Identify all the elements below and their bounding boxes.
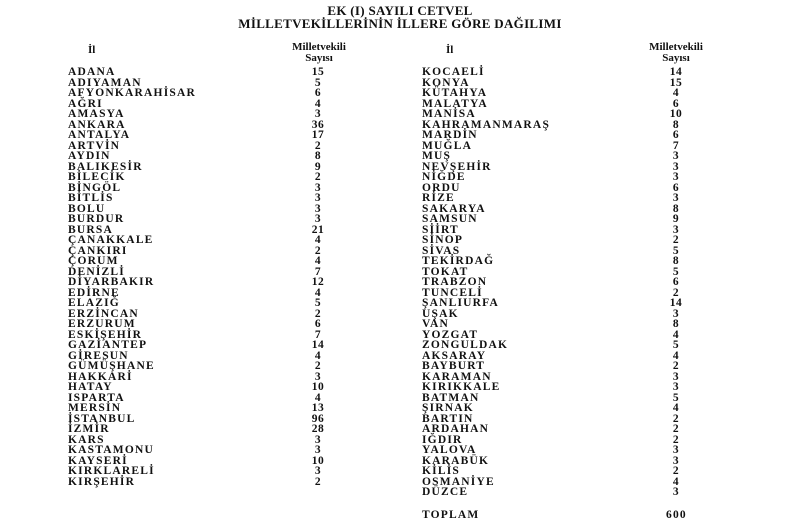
deputy-count: 6 [672, 97, 680, 110]
deputy-count: 6 [672, 181, 680, 194]
deputy-count: 9 [672, 213, 680, 225]
province-name: ÇANKIRI [68, 244, 128, 257]
province-name: AMASYA [68, 108, 125, 120]
province-name: ARDAHAN [422, 423, 490, 435]
deputy-count: 7 [314, 328, 322, 341]
deputy-count: 3 [314, 213, 322, 225]
total-value: 600 [666, 509, 687, 521]
province-name: ESKİŞEHİR [68, 328, 143, 341]
province-name: ANKARA [68, 118, 126, 131]
province-name: ÇORUM [68, 255, 119, 267]
deputy-count: 9 [314, 160, 322, 173]
province-name: KAYSERİ [68, 454, 128, 467]
province-name: AĞRI [68, 97, 103, 110]
province-name: TOKAT [422, 265, 469, 278]
deputy-count: 10 [311, 381, 325, 393]
right-header-count [628, 42, 724, 64]
province-name: DENİZLİ [68, 265, 125, 278]
deputy-count: 4 [314, 286, 322, 299]
province-name: DİYARBAKIR [68, 276, 155, 288]
deputy-count: 3 [672, 192, 680, 204]
province-name: KONYA [422, 76, 470, 89]
deputy-count: 2 [314, 360, 322, 372]
right-header-count-line2: Sayısı [662, 52, 690, 64]
deputy-count: 4 [672, 87, 680, 99]
deputy-count: 7 [672, 139, 680, 152]
province-name: RİZE [422, 192, 455, 204]
province-name: TEKİRDAĞ [422, 255, 495, 267]
deputy-count: 2 [672, 286, 680, 299]
deputy-count: 3 [314, 465, 322, 477]
deputy-count: 3 [672, 370, 680, 383]
deputy-count: 8 [314, 150, 322, 162]
province-name: ORDU [422, 181, 461, 194]
province-name: NİĞDE [422, 171, 466, 183]
province-name: SİVAS [422, 244, 461, 257]
deputy-count: 8 [672, 255, 680, 267]
province-name: ARTVİN [68, 139, 121, 152]
deputy-count: 3 [672, 486, 680, 498]
province-name: BATMAN [422, 391, 480, 404]
province-name: BOLU [68, 202, 106, 215]
deputy-count: 3 [314, 370, 322, 383]
deputy-count: 4 [672, 475, 680, 488]
province-name: SAKARYA [422, 202, 486, 215]
deputy-count: 5 [314, 297, 322, 309]
province-name: KASTAMONU [68, 444, 154, 456]
deputy-count: 2 [672, 360, 680, 372]
province-name: KİLİS [422, 465, 460, 477]
deputy-count: 2 [314, 139, 322, 152]
province-name: ÇANAKKALE [68, 234, 154, 246]
province-name: AYDIN [68, 150, 111, 162]
right-header-count-line1: Milletvekili [649, 41, 703, 53]
document-subtitle: MİLLETVEKİLLERİNİN İLLERE GÖRE DAĞILIMI [238, 16, 562, 31]
deputy-count: 3 [672, 454, 680, 467]
province-name: ISPARTA [68, 391, 125, 404]
province-name: ZONGULDAK [422, 339, 509, 351]
right-header-il: İl [446, 44, 454, 56]
deputy-count: 2 [672, 433, 680, 446]
province-name: İZMİR [68, 423, 110, 435]
province-name: MANİSA [422, 108, 476, 120]
province-name: KARS [68, 433, 105, 446]
deputy-count: 4 [672, 328, 680, 341]
province-name: ADIYAMAN [68, 76, 142, 89]
deputy-count: 12 [311, 276, 325, 288]
deputy-count: 2 [314, 307, 322, 320]
deputy-count: 3 [314, 181, 322, 194]
province-name: YALOVA [422, 444, 477, 456]
province-name: EDİRNE [68, 286, 120, 299]
deputy-count: 2 [672, 412, 680, 425]
deputy-count: 3 [672, 171, 680, 183]
province-name: KARABÜK [422, 454, 490, 467]
deputy-count: 5 [672, 265, 680, 278]
deputy-count: 3 [672, 307, 680, 320]
province-name: GAZİANTEP [68, 339, 148, 351]
left-header-count-line2: Sayısı [305, 52, 333, 64]
province-name: BURSA [68, 223, 113, 236]
deputy-count: 2 [314, 475, 322, 488]
province-name: BARTIN [422, 412, 474, 425]
province-name: GÜMÜŞHANE [68, 360, 155, 372]
province-name: YOZGAT [422, 328, 479, 341]
deputy-count: 8 [672, 202, 680, 215]
left-header-count-line1: Milletvekili [292, 41, 346, 53]
province-name: TUNCELİ [422, 286, 483, 299]
deputy-count: 2 [672, 465, 680, 477]
province-name: IĞDIR [422, 433, 463, 446]
deputy-count: 6 [314, 318, 322, 330]
province-name: BURDUR [68, 213, 125, 225]
deputy-count: 4 [314, 97, 322, 110]
province-name: SAMSUN [422, 213, 478, 225]
province-name: SİNOP [422, 234, 464, 246]
deputy-count: 13 [311, 402, 325, 414]
province-name: KIRIKKALE [422, 381, 501, 393]
deputy-count: 14 [669, 66, 683, 78]
deputy-count: 3 [672, 160, 680, 173]
province-name: ŞIRNAK [422, 402, 474, 414]
province-name: MALATYA [422, 97, 488, 110]
deputy-count: 10 [669, 108, 683, 120]
province-name: ELAZIĞ [68, 297, 120, 309]
deputy-count: 3 [314, 433, 322, 446]
deputy-count: 14 [669, 297, 683, 309]
province-name: KÜTAHYA [422, 87, 488, 99]
province-name: ANTALYA [68, 129, 131, 141]
left-header-count [274, 42, 364, 64]
province-name: BİNGÖL [68, 181, 122, 194]
province-name: NEVŞEHİR [422, 160, 492, 173]
deputy-count: 3 [314, 108, 322, 120]
province-name: KAHRAMANMARAŞ [422, 118, 551, 131]
deputy-count: 3 [314, 192, 322, 204]
deputy-count: 8 [672, 118, 680, 131]
deputy-count: 6 [672, 276, 680, 288]
province-name: KIRŞEHİR [68, 475, 136, 488]
province-name: KIRKLARELİ [68, 465, 155, 477]
deputy-count: 5 [672, 244, 680, 257]
province-name: MERSİN [68, 402, 122, 414]
document-title: EK (I) SAYILI CETVEL [327, 3, 473, 18]
province-name: VAN [422, 318, 450, 330]
deputy-count: 4 [314, 391, 322, 404]
deputy-count: 2 [314, 244, 322, 257]
deputy-count: 6 [672, 129, 680, 141]
province-name: ADANA [68, 66, 116, 78]
deputy-count: 14 [311, 339, 325, 351]
total-label: TOPLAM [422, 509, 480, 521]
province-name: DÜZCE [422, 486, 469, 498]
deputy-count: 4 [314, 349, 322, 362]
province-name: MUŞ [422, 150, 452, 162]
deputy-count: 5 [314, 76, 322, 89]
deputy-count: 5 [672, 339, 680, 351]
province-name: KOCAELİ [422, 66, 485, 78]
deputy-count: 4 [672, 349, 680, 362]
province-name: BİTLİS [68, 192, 114, 204]
deputy-count: 3 [672, 223, 680, 236]
deputy-count: 3 [672, 150, 680, 162]
deputy-count: 4 [314, 255, 322, 267]
deputy-count: 4 [672, 402, 680, 414]
province-name: TRABZON [422, 276, 488, 288]
deputy-count: 15 [311, 66, 325, 78]
deputy-count: 15 [669, 76, 683, 89]
deputy-count: 3 [314, 444, 322, 456]
deputy-count: 7 [314, 265, 322, 278]
province-name: BİLECİK [68, 171, 126, 183]
province-name: HATAY [68, 381, 113, 393]
deputy-count: 28 [311, 423, 325, 435]
deputy-count: 5 [672, 391, 680, 404]
deputy-count: 4 [314, 234, 322, 246]
province-name: AKSARAY [422, 349, 487, 362]
deputy-count: 8 [672, 318, 680, 330]
province-name: AFYONKARAHİSAR [68, 87, 196, 99]
province-name: UŞAK [422, 307, 459, 320]
deputy-count: 2 [672, 423, 680, 435]
province-name: MARDİN [422, 129, 478, 141]
deputy-count: 3 [672, 444, 680, 456]
deputy-count: 36 [311, 118, 325, 131]
province-name: BALIKESİR [68, 160, 143, 173]
province-name: SİİRT [422, 223, 459, 236]
province-name: MUĞLA [422, 139, 473, 152]
province-name: ŞANLIURFA [422, 297, 500, 309]
deputy-count: 3 [672, 381, 680, 393]
deputy-count: 2 [672, 234, 680, 246]
deputy-count: 17 [311, 129, 325, 141]
deputy-count: 2 [314, 171, 322, 183]
province-name: ERZURUM [68, 318, 136, 330]
deputy-count: 96 [311, 412, 325, 425]
deputy-count: 10 [311, 454, 325, 467]
province-name: BAYBURT [422, 360, 486, 372]
deputy-count: 3 [314, 202, 322, 215]
province-name: KARAMAN [422, 370, 492, 383]
province-name: GİRESUN [68, 349, 129, 362]
province-name: İSTANBUL [68, 412, 136, 425]
province-name: ERZİNCAN [68, 307, 139, 320]
deputy-count: 21 [311, 223, 325, 236]
province-name: HAKKARİ [68, 370, 133, 383]
province-name: OSMANİYE [422, 475, 495, 488]
left-header-il: İl [88, 44, 96, 56]
deputy-count: 6 [314, 87, 322, 99]
